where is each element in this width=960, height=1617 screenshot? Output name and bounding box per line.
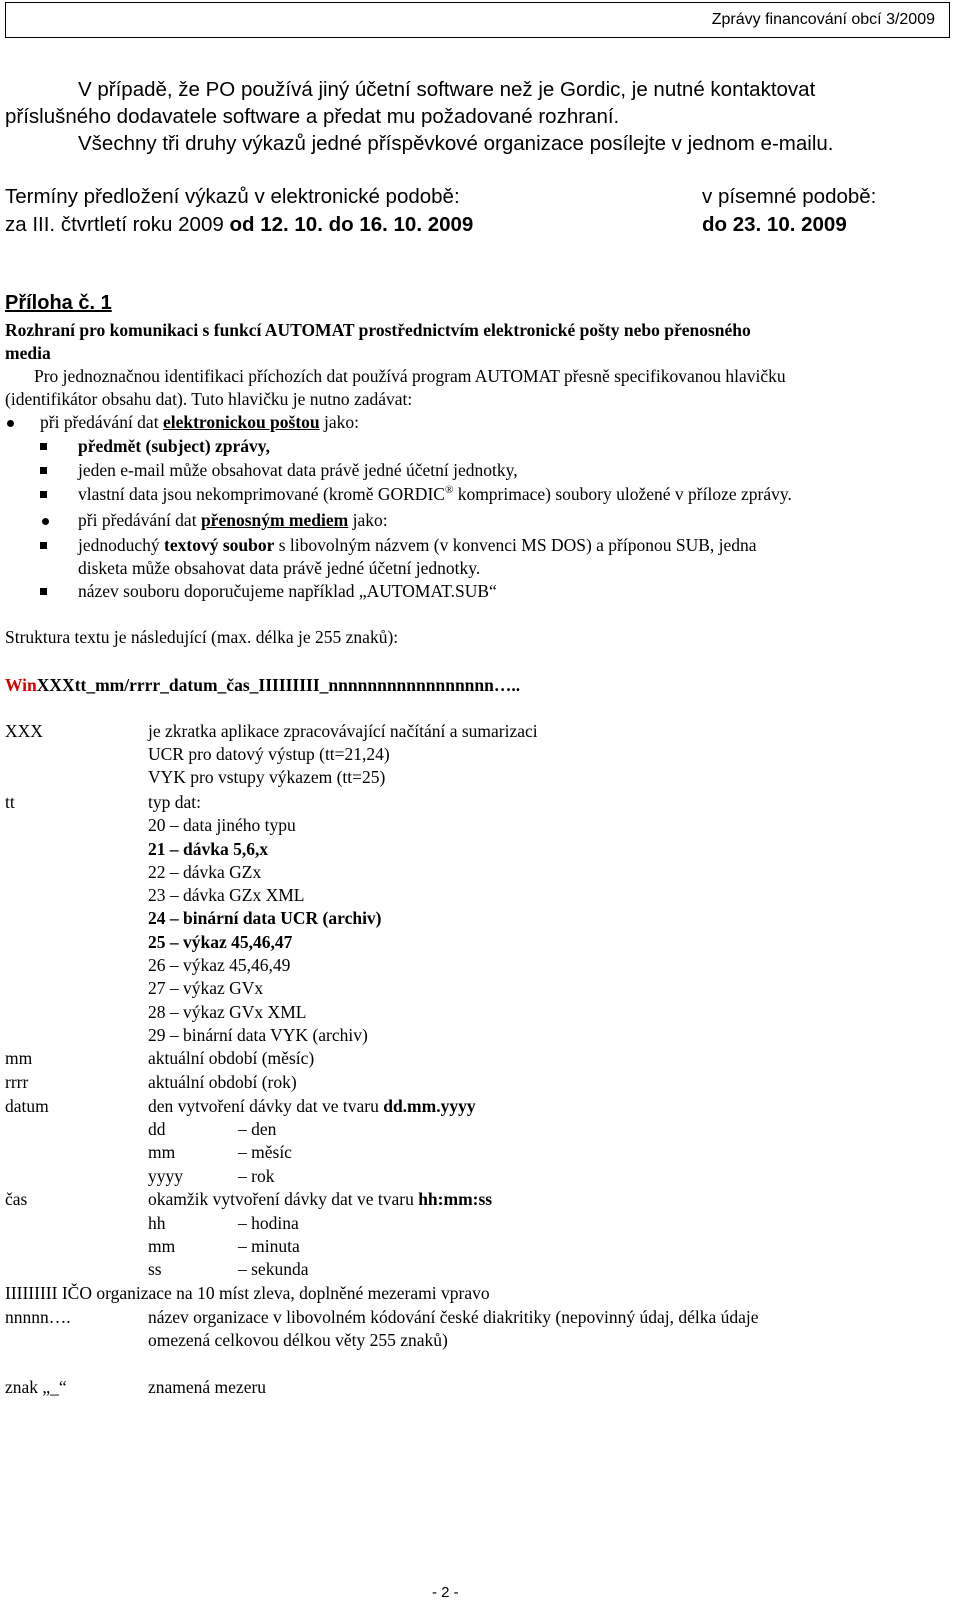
media-intro-pre: při předávání dat [78,510,201,530]
email-intro [40,412,359,433]
email-item-2: jeden e-mail může obsahovat data právě jedné účetní jednotky, [78,460,518,480]
def-key-n: nnnnn…. [5,1307,71,1327]
def-rrrr: aktuální období (rok) [148,1072,297,1092]
email-item-1: předmět (subject) zprávy, [78,436,270,456]
intro-line-1: V případě, že PO používá jiný účetní software než je Gordic, je nutné kontaktovat [78,78,816,101]
def-cas [148,1189,492,1210]
media-item-1-bold: textový soubor [164,535,275,555]
deadline-electronic: od 12. 10. do 16. 10. 2009 [229,213,474,236]
square-bullet-icon [40,491,47,498]
email-intro-underlined: elektronickou poštou [162,412,320,432]
def-znak: znamená mezeru [148,1377,267,1397]
datum-sub-row [148,1119,276,1140]
def-key-rrrr: rrrr [5,1072,29,1092]
cas-sub-row [148,1213,299,1234]
tt-item: 21 – dávka 5,6,x [148,839,269,859]
sub-value: – měsíc [238,1142,292,1162]
sub-key: mm [148,1142,176,1162]
def-key-datum: datum [5,1096,49,1116]
sub-key: ss [148,1259,162,1279]
tt-item: 25 – výkaz 45,46,47 [148,932,293,952]
def-key-mm: mm [5,1048,33,1068]
tt-item: 27 – výkaz GVx [148,978,264,998]
tt-item: 20 – data jiného typu [148,815,296,835]
sub-value: – hodina [238,1213,299,1233]
def-key-cas: čas [5,1189,28,1209]
def-datum [148,1096,476,1117]
square-bullet-icon [40,588,47,595]
cas-sub-row [148,1259,308,1280]
media-item-1-line-2: disketa může obsahovat data právě jedné účetní jednotky. [78,558,481,578]
bullet-icon [42,518,49,525]
email-item-3-post: komprimace) soubory uložené v příloze zprávy. [453,484,792,504]
sub-value: – minuta [238,1236,300,1256]
def-cas-format: hh:mm:ss [418,1189,493,1209]
format-rest: XXXtt_mm/rrrr_datum_čas_IIIIIIIII_nnnnnnnnnnnnnnnnn….. [36,675,521,695]
datum-sub-row [148,1142,292,1163]
media-intro-post: jako: [348,510,388,530]
tt-item: 23 – dávka GZx XML [148,885,305,905]
def-ico: IIIIIIIII IČO organizace na 10 míst zleva, doplněné mezerami vpravo [5,1283,490,1303]
format-prefix: Win [5,675,37,695]
square-bullet-icon [40,443,47,450]
structure-label: Struktura textu je následující (max. délka je 255 znaků): [5,627,399,647]
intro-line-3: Všechny tři druhy výkazů jedné příspěvkové organizace posílejte v jednom e-mailu. [78,132,834,155]
square-bullet-icon [40,542,47,549]
email-intro-pre: při předávání dat [40,412,163,432]
registered-mark: ® [444,484,454,497]
def-n-1: název organizace v libovolném kódování české diakritiky (nepovinný údaj, délka údaje [148,1307,759,1327]
cas-sub-row [148,1236,300,1257]
intro-line-2: příslušného dodavatele software a předat mu požadované rozhraní. [5,105,620,128]
datum-sub-row [148,1166,274,1187]
media-item-1 [78,535,757,556]
media-intro [78,510,388,531]
def-tt-label: typ dat: [148,792,201,812]
appendix-heading: Příloha č. 1 [5,292,112,314]
tt-item: 26 – výkaz 45,46,49 [148,955,291,975]
deadline-electronic-line [5,211,473,238]
square-bullet-icon [40,467,47,474]
appendix-subheading-2: media [5,343,51,363]
email-intro-post: jako: [319,412,360,432]
email-item-3-pre: vlastní data jsou nekomprimované (kromě GORDIC [78,484,445,504]
def-n-2: omezená celkovou délkou věty 255 znaků) [148,1330,448,1350]
sub-key: yyyy [148,1166,183,1186]
format-string [5,675,520,696]
sub-key: hh [148,1213,166,1233]
def-datum-text: den vytvoření dávky dat ve tvaru [148,1096,384,1116]
def-cas-text: okamžik vytvoření dávky dat ve tvaru [148,1189,419,1209]
def-key-znak: znak „_“ [5,1377,67,1397]
bullet-icon [7,420,14,427]
header-title: Zprávy financování obcí 3/2009 [711,11,935,28]
media-item-2: název souboru doporučujeme například „AUTOMAT.SUB“ [78,581,497,601]
def-xxx-1: je zkratka aplikace zpracovávající načítání a sumarizaci [148,721,538,741]
sub-value: – rok [238,1166,275,1186]
sub-key: dd [148,1119,166,1139]
email-item-3 [78,484,792,505]
appendix-subheading-1: Rozhraní pro komunikaci s funkcí AUTOMAT prostřednictvím elektronické pošty nebo přenosného [5,320,751,340]
appendix-paragraph-2: (identifikátor obsahu dat). Tuto hlavičku je nutno zadávat: [5,389,413,409]
tt-item: 22 – dávka GZx [148,862,262,882]
def-key-tt: tt [5,792,15,812]
sub-key: mm [148,1236,176,1256]
media-item-1-pre: jednoduchý [78,535,165,555]
page-header [5,2,950,38]
deadline-label-written: v písemné podobě: [702,185,877,208]
media-item-1-post: s libovolným názvem (v konvenci MS DOS) a příponou SUB, jedna [274,535,757,555]
deadline-period: za III. čtvrtletí roku 2009 [5,213,230,236]
media-intro-underlined: přenosným mediem [200,510,349,530]
appendix-paragraph-1: Pro jednoznačnou identifikaci příchozích dat používá program AUTOMAT přesně specifikovanou hlavičku [34,366,786,386]
def-key-xxx: XXX [5,721,43,741]
tt-item: 29 – binární data VYK (archiv) [148,1025,368,1045]
tt-item: 24 – binární data UCR (archiv) [148,908,382,928]
def-xxx-3: VYK pro vstupy výkazem (tt=25) [148,767,386,787]
def-datum-format: dd.mm.yyyy [383,1096,476,1116]
page-number: - 2 - [432,1584,459,1601]
deadline-written: do 23. 10. 2009 [702,213,847,236]
sub-value: – sekunda [238,1259,309,1279]
deadline-label-electronic: Termíny předložení výkazů v elektronické podobě: [5,185,460,208]
sub-value: – den [238,1119,277,1139]
tt-item: 28 – výkaz GVx XML [148,1002,307,1022]
def-mm: aktuální období (měsíc) [148,1048,315,1068]
def-xxx-2: UCR pro datový výstup (tt=21,24) [148,744,390,764]
